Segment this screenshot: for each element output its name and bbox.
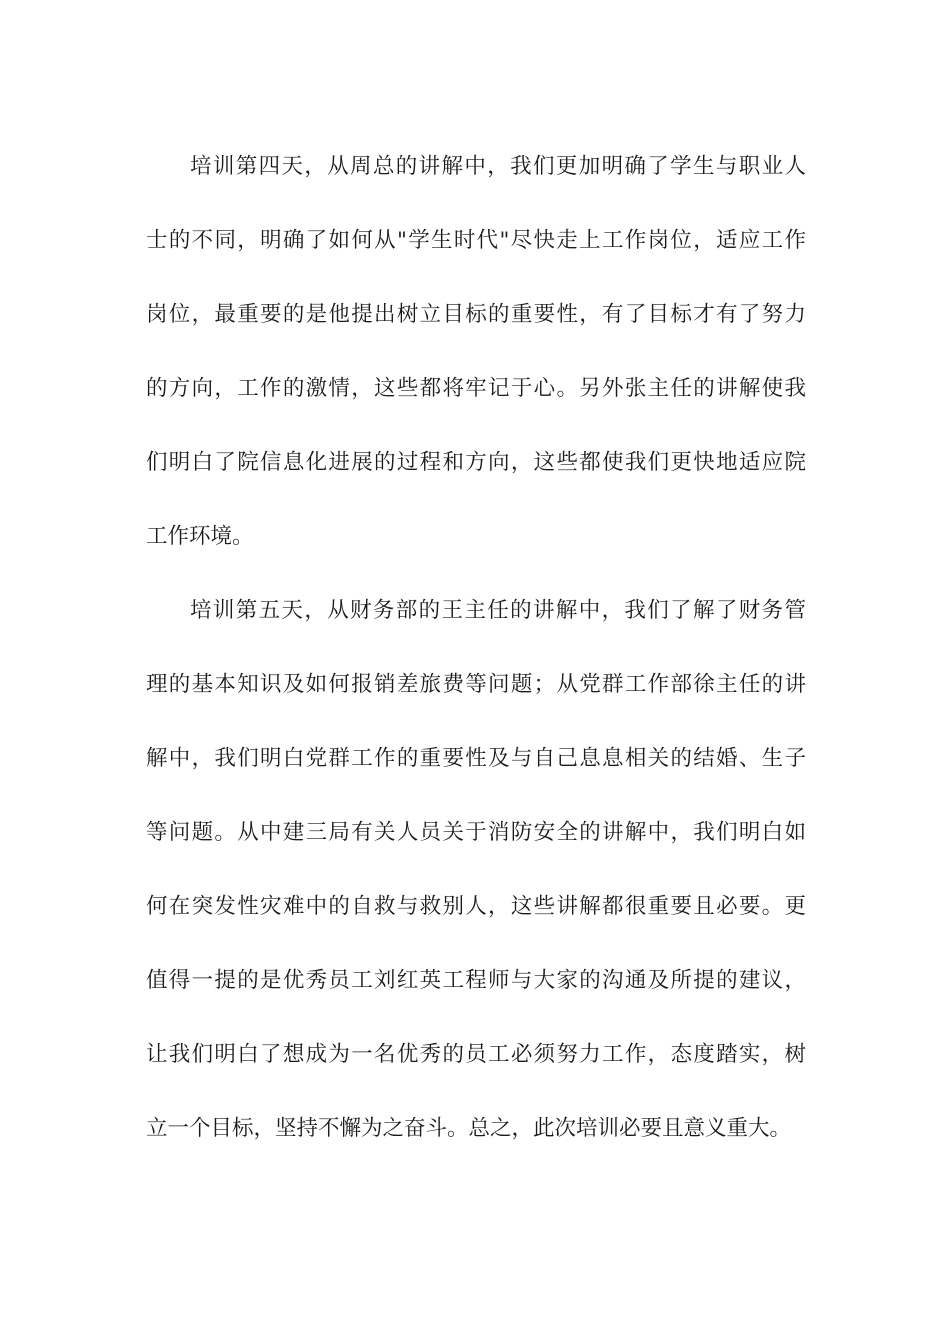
paragraph-line: 让我们明白了想成为一名优秀的员工必须努力工作，态度踏实，树 [146, 1042, 806, 1067]
paragraph-2 [146, 574, 806, 1166]
paragraph-line: 立一个目标，坚持不懈为之奋斗。总之，此次培训必要且意义重大。 [146, 1116, 792, 1141]
paragraph-line: 们明白了院信息化进展的过程和方向，这些都使我们更快地适应院 [146, 450, 806, 475]
paragraph-line: 培训第四天，从周总的讲解中，我们更加明确了学生与职业人 [190, 154, 806, 179]
paragraph-line: 等问题。从中建三局有关人员关于消防安全的讲解中，我们明白如 [146, 820, 806, 845]
paragraph-line: 解中，我们明白党群工作的重要性及与自己息息相关的结婚、生子 [146, 746, 806, 771]
paragraph-line: 士的不同，明确了如何从"学生时代"尽快走上工作岗位，适应工作 [146, 228, 806, 253]
paragraph-line: 岗位，最重要的是他提出树立目标的重要性，有了目标才有了努力 [146, 302, 806, 327]
paragraph-line: 工作环境。 [146, 524, 254, 549]
paragraph-line: 何在突发性灾难中的自救与救别人，这些讲解都很重要且必要。更 [146, 894, 806, 919]
paragraph-line: 值得一提的是优秀员工刘红英工程师与大家的沟通及所提的建议， [146, 968, 806, 993]
paragraph-1 [146, 130, 806, 574]
paragraph-line: 培训第五天，从财务部的王主任的讲解中，我们了解了财务管 [190, 598, 806, 623]
paragraph-line: 的方向，工作的激情，这些都将牢记于心。另外张主任的讲解使我 [146, 376, 806, 401]
document-body [146, 130, 806, 1166]
paragraph-line: 理的基本知识及如何报销差旅费等问题；从党群工作部徐主任的讲 [146, 672, 806, 697]
